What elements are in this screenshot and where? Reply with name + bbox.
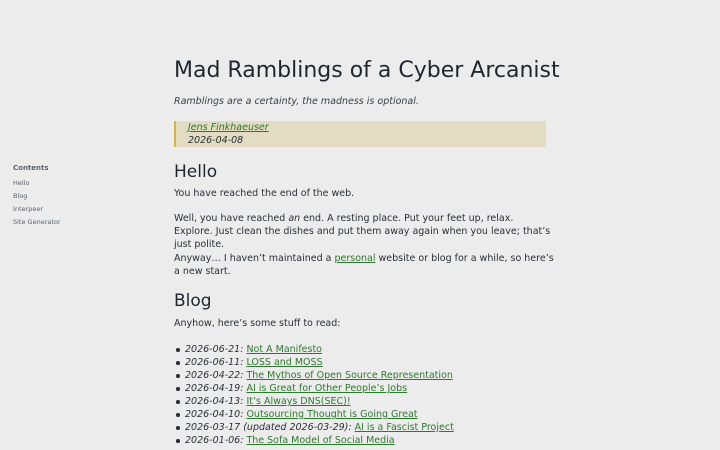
- post-link[interactable]: Outsourcing Thought is Going Great: [246, 409, 418, 420]
- toc-item-interpeer[interactable]: Interpeer: [13, 205, 44, 213]
- hello-paragraph-1: You have reached the end of the web.: [174, 188, 355, 199]
- post-date: 2026-04-19:: [185, 383, 244, 394]
- author-link[interactable]: Jens Finkhaeuser: [188, 122, 269, 133]
- post-link[interactable]: Not A Manifesto: [246, 344, 322, 355]
- post-date: 2026-06-11:: [185, 357, 244, 368]
- post-date: 2026-03-17 (updated 2026-03-29):: [185, 422, 352, 433]
- hello-p3-start: Anyway… I haven’t maintained a: [174, 253, 335, 264]
- toc-item-hello[interactable]: Hello: [13, 179, 30, 187]
- tagline: Ramblings are a certainty, the madness is optional.: [174, 96, 419, 107]
- blog-post-list: [174, 343, 565, 447]
- table-of-contents: [13, 164, 133, 229]
- section-heading-hello: Hello: [174, 162, 218, 182]
- post-link[interactable]: The Mythos of Open Source Representation: [246, 370, 453, 381]
- post-date: 2026-01-06:: [185, 435, 244, 446]
- list-item: [185, 395, 565, 408]
- post-link[interactable]: LOSS and MOSS: [246, 357, 323, 368]
- list-item: [185, 382, 565, 395]
- hello-paragraph-3: [174, 252, 554, 278]
- hello-p2-emphasis: an: [288, 213, 301, 224]
- hello-p3-end: website or blog for a while, so here’s a new start.: [174, 253, 554, 277]
- list-item: [185, 356, 565, 369]
- hello-paragraph-2: [174, 212, 554, 251]
- personal-link[interactable]: personal: [334, 253, 376, 264]
- toc-item-site-generator[interactable]: Site Generator: [13, 218, 61, 226]
- toc-item-blog[interactable]: Blog: [13, 192, 28, 200]
- post-link[interactable]: The Sofa Model of Social Media: [246, 435, 395, 446]
- list-item: [185, 408, 565, 421]
- hello-p2-start: Well, you have reached: [174, 213, 289, 224]
- byline-date: 2026-04-08: [188, 134, 244, 146]
- post-date: 2026-04-22:: [185, 370, 244, 381]
- blog-intro: Anyhow, here’s some stuff to read:: [174, 318, 341, 329]
- toc-title: Contents: [13, 164, 49, 172]
- post-date: 2026-06-21:: [185, 344, 244, 355]
- post-link[interactable]: AI is Great for Other People’s Jobs: [246, 383, 408, 394]
- section-heading-blog: Blog: [174, 291, 212, 311]
- post-date: 2026-04-10:: [185, 409, 244, 420]
- list-item: [185, 434, 565, 447]
- site-title: Mad Ramblings of a Cyber Arcanist: [174, 58, 560, 83]
- post-date: 2026-04-13:: [185, 396, 244, 407]
- list-item: [185, 369, 565, 382]
- byline: [174, 121, 546, 147]
- hello-p2-end: end. A resting place. Put your feet up, relax. Explore. Just clean the dishes and put them away again when you leave; that’s just polite.: [174, 213, 551, 250]
- list-item: [185, 421, 565, 434]
- post-link[interactable]: It’s Always DNS(SEC)!: [246, 396, 351, 407]
- list-item: [185, 343, 565, 356]
- post-link[interactable]: AI is a Fascist Project: [354, 422, 454, 433]
